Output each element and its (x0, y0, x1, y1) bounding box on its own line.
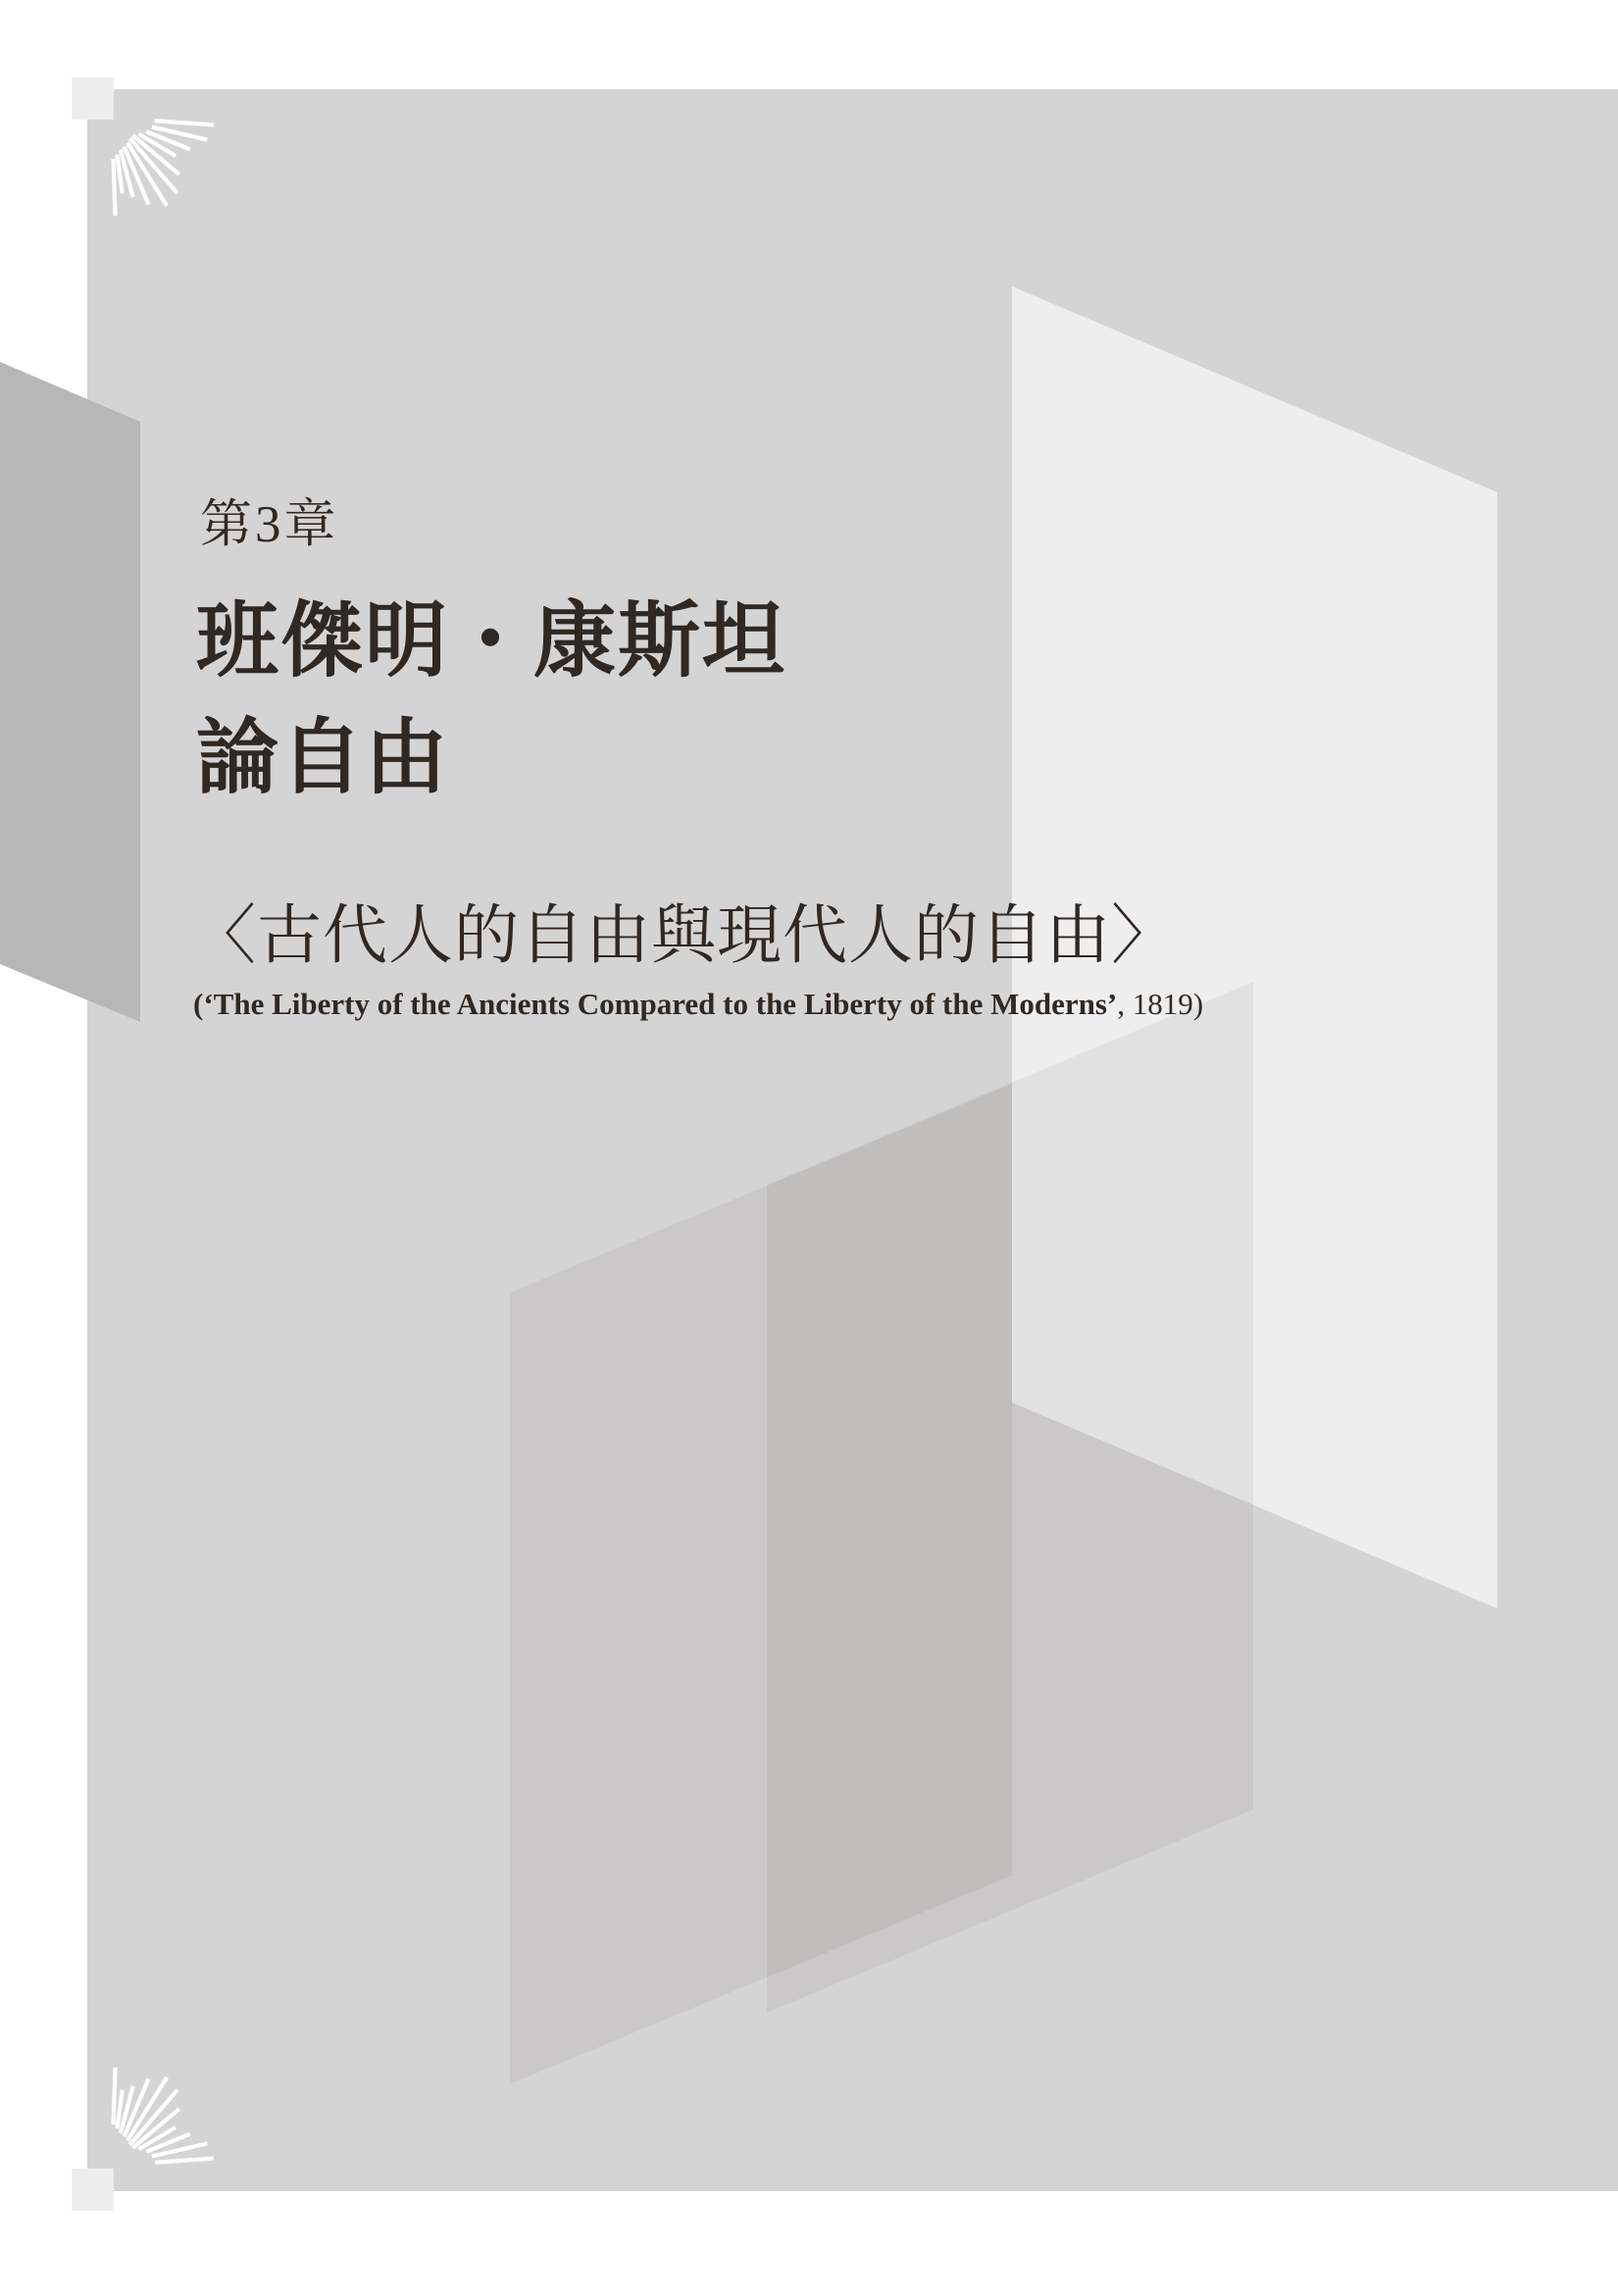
chapter-number-label: 第3章 (200, 496, 339, 553)
chapter-title-line-2: 論自由 (196, 711, 450, 803)
english-citation (193, 987, 1203, 1022)
chapter-subtitle: 〈古代人的自由與現代人的自由〉 (191, 900, 1177, 972)
english-citation-title: (‘The Liberty of the Ancients Compared to the Liberty of the Moderns’ (193, 987, 1118, 1021)
chapter-title (196, 583, 786, 816)
chapter-title-line-1: 班傑明・康斯坦 (196, 594, 787, 687)
english-citation-year: , 1819) (1117, 987, 1204, 1021)
